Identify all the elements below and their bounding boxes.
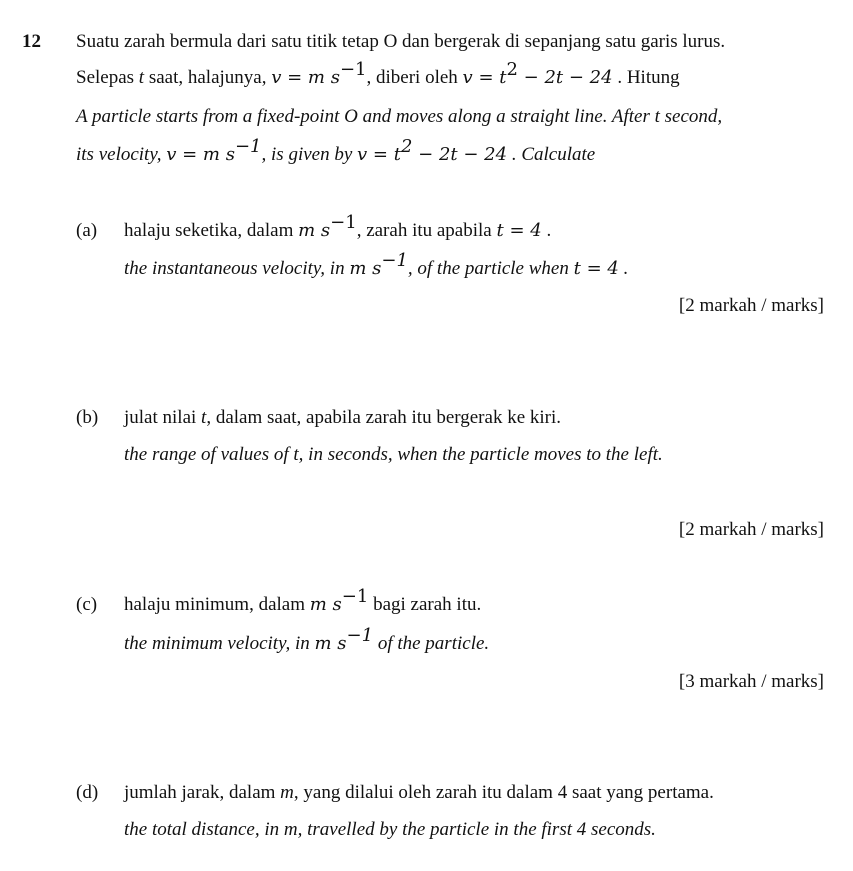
question-number: 12 [22,31,41,52]
part-a-label: (a) [76,220,98,241]
part-b-marks: [2 markah / marks] [678,519,824,540]
part-b-ms: julat nilai t, dalam saat, apabila zarah itu bergerak ke kiri. [124,407,562,428]
part-c-en: the minimum velocity, in m $s^{-1}$ of the particle. [124,625,490,654]
part-c-label: (c) [76,594,98,615]
part-d-label: (d) [76,782,99,803]
part-b-en: the range of values of t, in seconds, when the particle moves to the left. [124,444,663,465]
stem-en-line2: its velocity, v = m $s^{-1}$, is given by $v = t^2 - 2t - 24$ . Calculate [76,136,596,165]
part-d-en: the total distance, in m, travelled by the particle in the first 4 seconds. [124,819,656,840]
part-d-ms: jumlah jarak, dalam m, yang dilalui oleh zarah itu dalam 4 saat yang pertama. [124,782,714,803]
part-a-marks: [2 markah / marks] [678,295,824,316]
part-a-ms: halaju seketika, dalam m $s^{-1}$, zarah itu apabila t = 4 . [124,212,552,241]
part-c-marks: [3 markah / marks] [678,671,824,692]
stem-ms-line2: Selepas t saat, halajunya, v = m $s^{-1}$, diberi oleh $v = t^2 - 2t - 24$ . Hitung [76,59,680,88]
stem-en-line1: A particle starts from a fixed-point O and moves along a straight line. After t second, [76,106,723,127]
part-a-en: the instantaneous velocity, in m $s^{-1}$, of the particle when t = 4 . [124,250,629,279]
part-b-label: (b) [76,407,99,428]
stem-ms-line1: Suatu zarah bermula dari satu titik tetap O dan bergerak di sepanjang satu garis lurus. [76,31,726,52]
part-c-ms: halaju minimum, dalam m $s^{-1}$ bagi zarah itu. [124,586,482,615]
